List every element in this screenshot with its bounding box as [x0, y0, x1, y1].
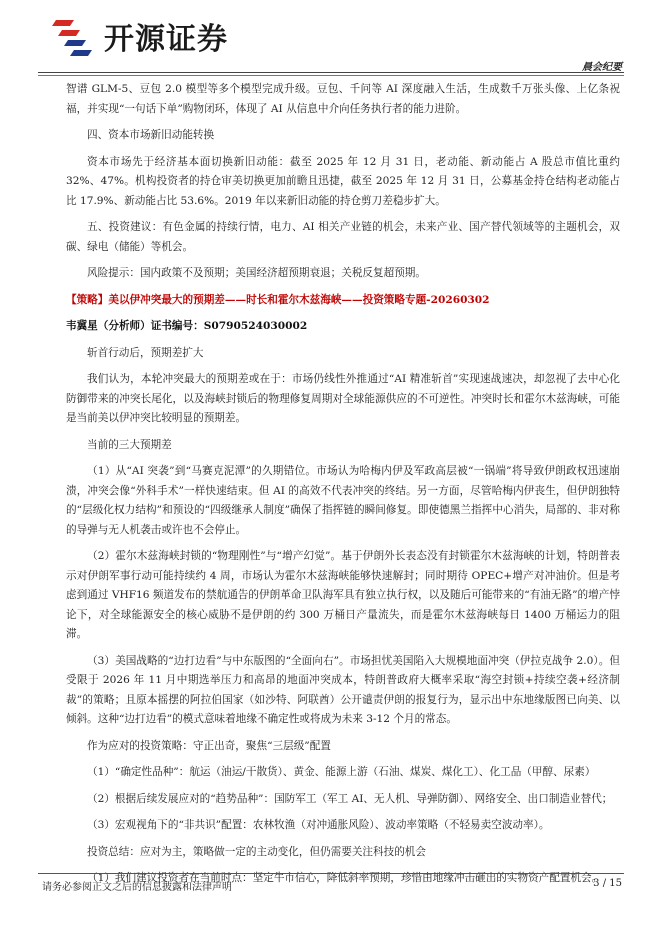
section-heading: 四、资本市场新旧动能转换	[87, 129, 215, 141]
analyst-line: 韦冀星（分析师）证书编号：S0790524030002	[66, 320, 308, 332]
paragraph: （1）从“AI 突袭”到“马赛克泥潭”的久期错位。市场认为哈梅内伊及军政高层被“一锅端”将导致伊朗政权迅速崩溃，冲突会像“外科手术”一样快速结束。但 AI 的高效不代表冲突的终结。另一方面，尽管哈梅内伊丧生，但伊朗独特的“层级化权力结构”和预设的“四级继承人制度”确保了指挥链的瞬间修复。即使德黑兰指挥中心消失，局部的、非对称的导弹与无人机袭击或许也不会停止。	[66, 465, 620, 536]
subheading: 作为应对的投资策略：守正出奇，聚焦“三层级”配置	[87, 739, 331, 752]
list-item: （2）根据后续发展应对的“趋势品种”：国防军工（军工 AI、无人机、导弹防御）、网络安全、出口制造业替代；	[87, 792, 613, 805]
footer-disclaimer: 请务必参阅正文之后的信息披露和法律声明	[42, 882, 232, 893]
list-item: （1）我们建议投资者在当前时点：坚定牛市信心，降低斜率预期，珍惜由地缘冲击砸出的实物资产配置机会。	[87, 872, 603, 884]
paragraph: 五、投资建议：有色金属的持续行情，电力、AI 相关产业链的机会，未来产业、国产替代领域等的主题机会，双碳、绿电（储能）等机会。	[66, 221, 620, 253]
footer-divider	[38, 873, 624, 874]
page-body	[66, 80, 620, 896]
header-divider-thin	[38, 75, 624, 76]
brand-name: 开源证券	[104, 22, 228, 57]
list-item: （3）宏观视角下的“非共识”配置：农林牧渔（对冲通胀风险）、波动率策略（不轻易卖空波动率）。	[87, 819, 550, 831]
risk-note: 风险提示：国内政策不及预期；美国经济超预期衰退；关税反复超预期。	[87, 267, 426, 279]
subheading: 当前的三大预期差	[87, 438, 172, 451]
list-item: （1）“确定性品种”：航运（油运/干散货）、黄金、能源上游（石油、煤炭、煤化工）、化工品（甲醇、尿素）	[87, 766, 596, 778]
report-title: 【策略】美以伊冲突最大的预期差——时长和霍尔木兹海峡——投资策略专题-20260302	[66, 293, 490, 306]
paragraph: （3）美国战略的“边打边看”与中东版图的“全面向右”。市场担忧美国陷入大规模地面冲突（伊拉克战争 2.0）。但受限于 2026 年 11 月中期选举压力和高昂的地面冲突成本，特朗普政府大概率采取“海空封锁+持续空袭+经济制裁”的策略；且原本摇摆的阿拉伯国家（如沙特、阿联酋）公开谴责伊朗的报复行为，显示出中东地缘版图已向美、以倾斜。这种“边打边看”的模式意味着地缘不确定性或将成为未来 3-12 个月的常态。	[66, 654, 620, 725]
page-header	[0, 0, 662, 72]
paragraph: 我们认为，本轮冲突最大的预期差或在于：市场仍线性外推通过“AI 精准斩首”实现速战速决，却忽视了去中心化防御带来的冲突长尾化，以及海峡封锁后的物理修复周期对全球能源供应的不可逆性。冲突时长和霍尔木兹海峡，可能是当前美以伊冲突比较明显的预期差。	[66, 373, 620, 424]
header-divider	[38, 72, 624, 73]
paragraph: 智谱 GLM-5、豆包 2.0 模型等多个模型完成升级。豆包、千问等 AI 深度融入生活，生成数千万张头像、上亿条祝福，并实现“一句话下单”购物闭环，体现了 AI 从信息中介向任务执行者的能力进阶。	[66, 83, 620, 115]
brand-logo	[52, 14, 228, 58]
subheading: 斩首行动后，预期差扩大	[87, 346, 204, 359]
paragraph: （2）霍尔木兹海峡封锁的“物理刚性”与“增产幻觉”。基于伊朗外长表态没有封锁霍尔木兹海峡的计划，特朗普表示对伊朗军事行动可能持续约 4 周，市场认为霍尔木兹海峡能够快速解封；同时期待 OPEC+增产对冲油价。但是考虑到通过 VHF16 频道发布的禁航通告的伊朗革命卫队海军具有独立执行权，以及随后可能带来的“有油无路”的增产悖论下，对全球能源安全的核心威胁不是伊朗的约 300 万桶日产量流失，而是霍尔木兹海峡每日 1400 万桶运力的阻滞。	[66, 550, 620, 640]
brand-logo-icon	[52, 14, 96, 58]
section-tag: 晨会纪要	[582, 62, 622, 73]
page-number: 3 / 15	[593, 878, 622, 889]
subheading: 投资总结：应对为主，策略做一定的主动变化，但仍需要关注科技的机会	[87, 845, 426, 858]
paragraph: 资本市场先于经济基本面切换新旧动能：截至 2025 年 12 月 31 日，老动能、新动能占 A 股总市值比重约 32%、47%。机构投资者的持仓审美切换更加前瞻且迅捷，截至 2025 年 12 月 31 日，公募基金持仓结构老动能占比 17.9%、新动能占比 53.6%。2019 年以来新旧动能的持仓剪刀差稳步扩大。	[66, 155, 620, 207]
